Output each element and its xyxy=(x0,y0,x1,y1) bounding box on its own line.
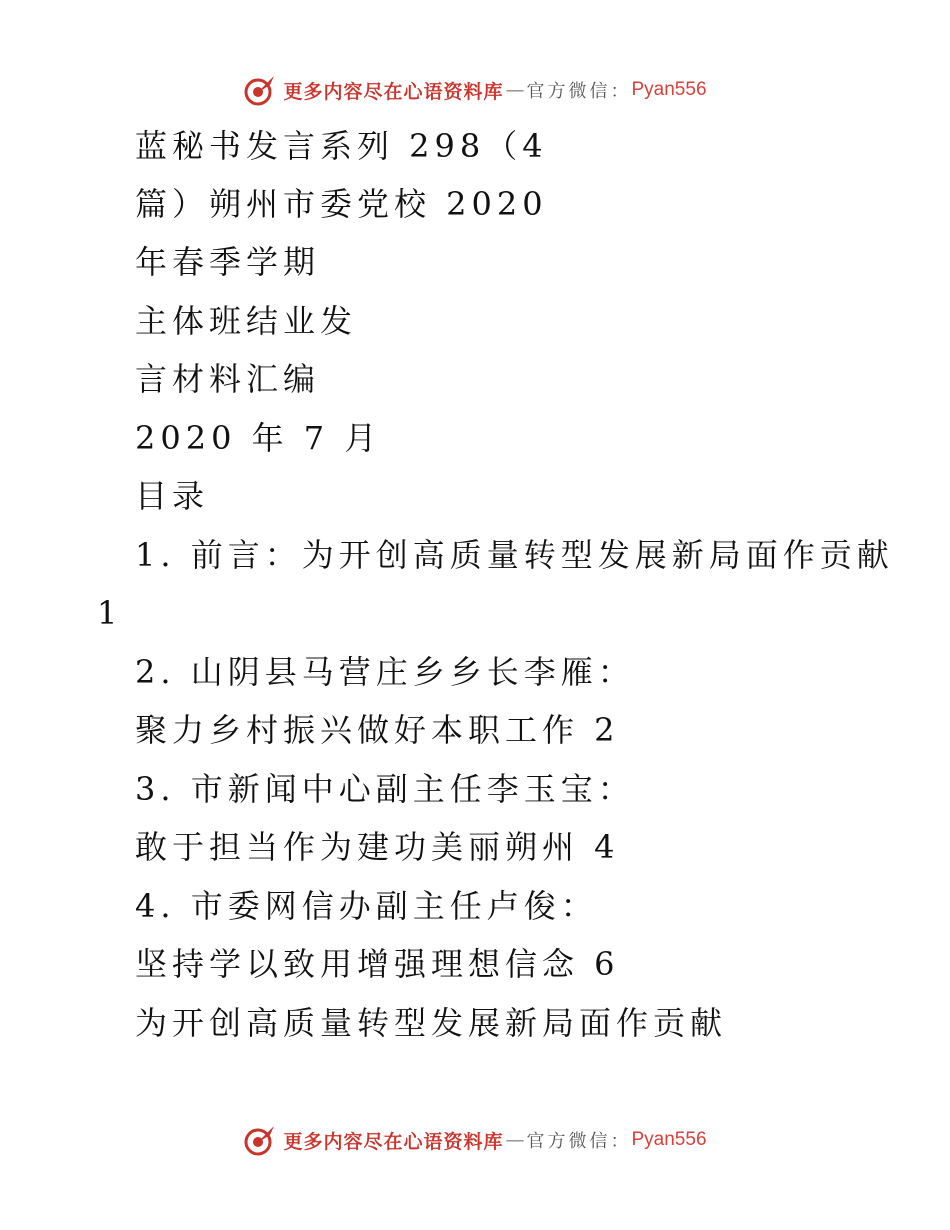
banner-brand: 更多内容尽在心语资料库 xyxy=(283,1130,504,1153)
toc-item-1-page: 1 xyxy=(97,594,123,632)
toc-item-4-subtitle: 坚持学以致用增强理想信念 6 xyxy=(135,945,620,983)
banner-official-label: 官方微信： xyxy=(526,81,632,102)
toc-item-1: 1. 前言：为开创高质量转型发展新局面作贡献 xyxy=(135,536,894,574)
header-banner xyxy=(0,70,950,110)
section-heading: 为开创高质量转型发展新局面作贡献 xyxy=(135,1004,728,1042)
title-line-2: 篇）朔州市委党校 2020 xyxy=(135,185,548,223)
banner-brand: 更多内容尽在心语资料库 xyxy=(283,80,504,103)
banner-separator: — xyxy=(505,1129,525,1151)
toc-item-2-subtitle: 聚力乡村振兴做好本职工作 2 xyxy=(135,711,620,749)
footer-banner xyxy=(0,1120,950,1160)
title-line-5: 言材料汇编 xyxy=(135,360,321,398)
banner-separator: — xyxy=(505,79,525,101)
toc-item-4: 4. 市委网信办副主任卢俊： xyxy=(135,887,598,925)
toc-item-3-subtitle: 敢于担当作为建功美丽朔州 4 xyxy=(135,828,620,866)
banner-wechat-id: Pyan556 xyxy=(631,1129,707,1150)
title-line-3: 年春季学期 xyxy=(135,243,321,281)
date-line: 2020 年 7 月 xyxy=(135,419,382,457)
toc-heading: 目录 xyxy=(135,477,210,515)
banner-wechat-id: Pyan556 xyxy=(631,79,707,100)
title-line-1: 蓝秘书发言系列 298（4 xyxy=(135,127,548,165)
banner-official-label: 官方微信： xyxy=(526,1131,632,1152)
title-line-4: 主体班结业发 xyxy=(135,302,358,340)
toc-item-3: 3. 市新闻中心副主任李玉宝： xyxy=(135,770,635,808)
feather-logo-icon xyxy=(243,73,277,107)
feather-logo-icon xyxy=(243,1123,277,1157)
toc-item-2: 2. 山阴县马营庄乡乡长李雁： xyxy=(135,653,635,691)
